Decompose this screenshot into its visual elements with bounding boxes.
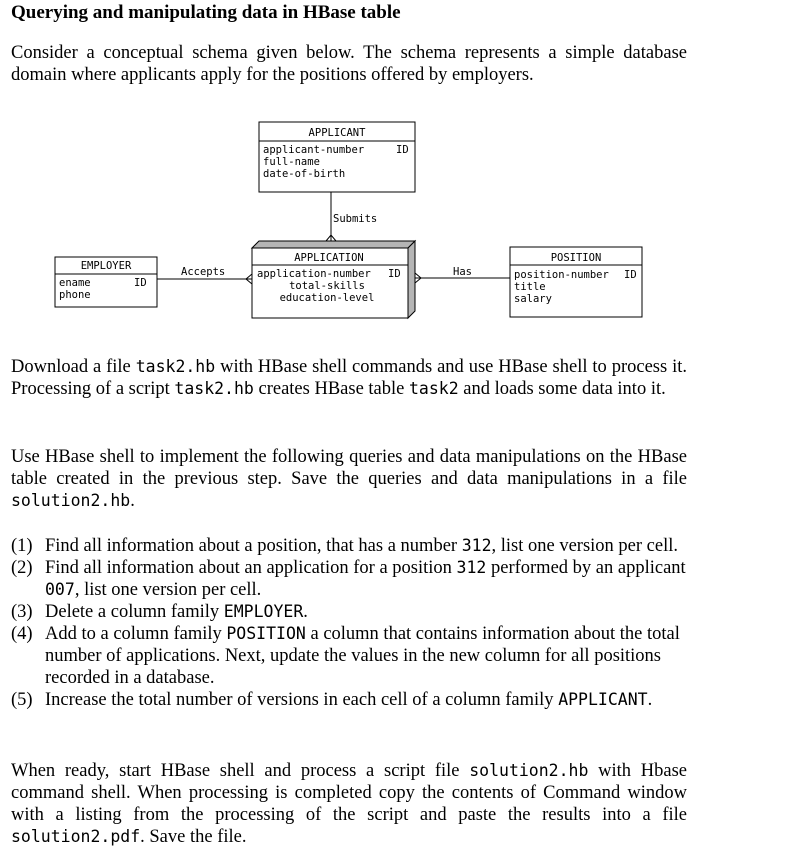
relationship-has bbox=[415, 266, 510, 283]
task-code: 312 bbox=[456, 558, 487, 577]
use-text-1: Use HBase shell to implement the following queries and data manipulations on the HBase table created in the previous step. Save the queries and data manipulations in a file bbox=[11, 447, 687, 489]
task-code: APPLICANT bbox=[558, 690, 648, 709]
entity-position-attr-1: title bbox=[514, 281, 546, 293]
entity-employer-attr-1: phone bbox=[59, 289, 91, 301]
download-text-4: and loads some data into it. bbox=[458, 379, 666, 399]
task-code: 007 bbox=[45, 580, 75, 599]
task-code: EMPLOYER bbox=[223, 602, 304, 621]
entity-applicant-name: APPLICANT bbox=[308, 127, 366, 139]
ready-text-3: . Save the file. bbox=[140, 827, 247, 847]
filename-solution2-hb: solution2.hb bbox=[11, 491, 131, 510]
task-text: Find all information about an application for a position bbox=[45, 558, 457, 578]
task-text: . bbox=[303, 602, 308, 622]
task-number: (1) bbox=[11, 536, 33, 556]
task-code: POSITION bbox=[226, 624, 306, 643]
filename-solution2-hb-ready: solution2.hb bbox=[469, 761, 589, 780]
intro-paragraph: Consider a conceptual schema given below. The schema represents a simple database domain where applicants apply for the positions offered by employers. bbox=[11, 43, 687, 85]
download-text-3: creates HBase table bbox=[253, 379, 409, 399]
task-item-3 bbox=[11, 601, 687, 623]
task-number: (5) bbox=[11, 690, 33, 710]
entity-position-name: POSITION bbox=[550, 252, 602, 264]
task-text: . bbox=[647, 690, 653, 710]
entity-employer-id: ID bbox=[134, 277, 147, 289]
entity-application-attr-0: application-number bbox=[257, 268, 371, 280]
relationship-accepts bbox=[157, 266, 252, 284]
task-text: Delete a column family bbox=[45, 602, 224, 622]
task-text: Add to a column family bbox=[45, 624, 227, 644]
task-item-5 bbox=[11, 689, 687, 711]
entity-position bbox=[510, 247, 642, 317]
relationship-has-label: Has bbox=[453, 266, 472, 278]
entity-application-attr-2: education-level bbox=[279, 292, 375, 304]
filename-task2-hb: task2.hb bbox=[135, 357, 216, 376]
conceptual-schema-diagram bbox=[0, 110, 797, 330]
task-text: a column that contains information about the total number of applications. Next, update the values in the new column for all positions recorded in a database. bbox=[45, 624, 680, 688]
entity-application-id: ID bbox=[388, 268, 401, 280]
entity-position-attr-2: salary bbox=[514, 293, 552, 305]
ready-text-2: with Hbase command shell. When processing is completed copy the contents of Command window with a listing from the processing of the script and paste the results into a file bbox=[11, 761, 687, 825]
entity-position-id: ID bbox=[624, 269, 637, 281]
task-text: , list one version per cell. bbox=[74, 580, 262, 600]
filename-task2-hb-script: task2.hb bbox=[174, 379, 254, 398]
entity-application-attr-1: total-skills bbox=[289, 280, 365, 292]
page-title: Querying and manipulating data in HBase table bbox=[11, 2, 401, 23]
task-list bbox=[11, 535, 687, 711]
task-item-1 bbox=[11, 535, 687, 557]
task-number: (2) bbox=[11, 558, 33, 578]
entity-employer-attr-0: ename bbox=[59, 277, 91, 289]
ready-paragraph bbox=[11, 760, 687, 848]
entity-position-attr-0: position-number bbox=[514, 269, 609, 281]
task-text: performed by an applicant bbox=[486, 558, 686, 578]
download-text-2: with HBase shell commands and use HBase shell to process it. Processing of a script bbox=[11, 357, 688, 399]
entity-applicant-attr-1: full-name bbox=[263, 156, 320, 168]
download-text-1: Download a file bbox=[11, 357, 136, 377]
table-name-task2: task2 bbox=[409, 379, 459, 398]
use-paragraph bbox=[11, 446, 687, 512]
task-text: Find all information about a position, that has a number bbox=[45, 536, 462, 556]
entity-employer-name: EMPLOYER bbox=[80, 260, 132, 272]
entity-employer bbox=[55, 257, 157, 307]
task-number: (3) bbox=[11, 602, 33, 622]
task-code: 312 bbox=[461, 536, 492, 555]
task-number: (4) bbox=[11, 624, 33, 644]
entity-applicant-id: ID bbox=[396, 144, 409, 156]
ready-text-1: When ready, start HBase shell and process a script file bbox=[11, 761, 470, 781]
use-text-2: . bbox=[130, 491, 135, 511]
download-paragraph bbox=[11, 356, 687, 400]
entity-applicant-attr-2: date-of-birth bbox=[263, 168, 346, 180]
entity-application bbox=[252, 241, 415, 318]
entity-applicant-attr-0: applicant-number bbox=[263, 144, 365, 156]
entity-applicant bbox=[259, 122, 415, 192]
relationship-submits-label: Submits bbox=[333, 213, 378, 225]
task-text: Increase the total number of versions in each cell of a column family bbox=[45, 690, 559, 710]
task-text: , list one version per cell. bbox=[491, 536, 679, 556]
entity-application-name: APPLICATION bbox=[294, 252, 364, 264]
relationship-accepts-label: Accepts bbox=[181, 266, 226, 278]
filename-solution2-pdf: solution2.pdf bbox=[11, 827, 141, 846]
task-item-2 bbox=[11, 557, 687, 601]
task-item-4 bbox=[11, 623, 687, 689]
relationship-submits bbox=[326, 192, 377, 241]
